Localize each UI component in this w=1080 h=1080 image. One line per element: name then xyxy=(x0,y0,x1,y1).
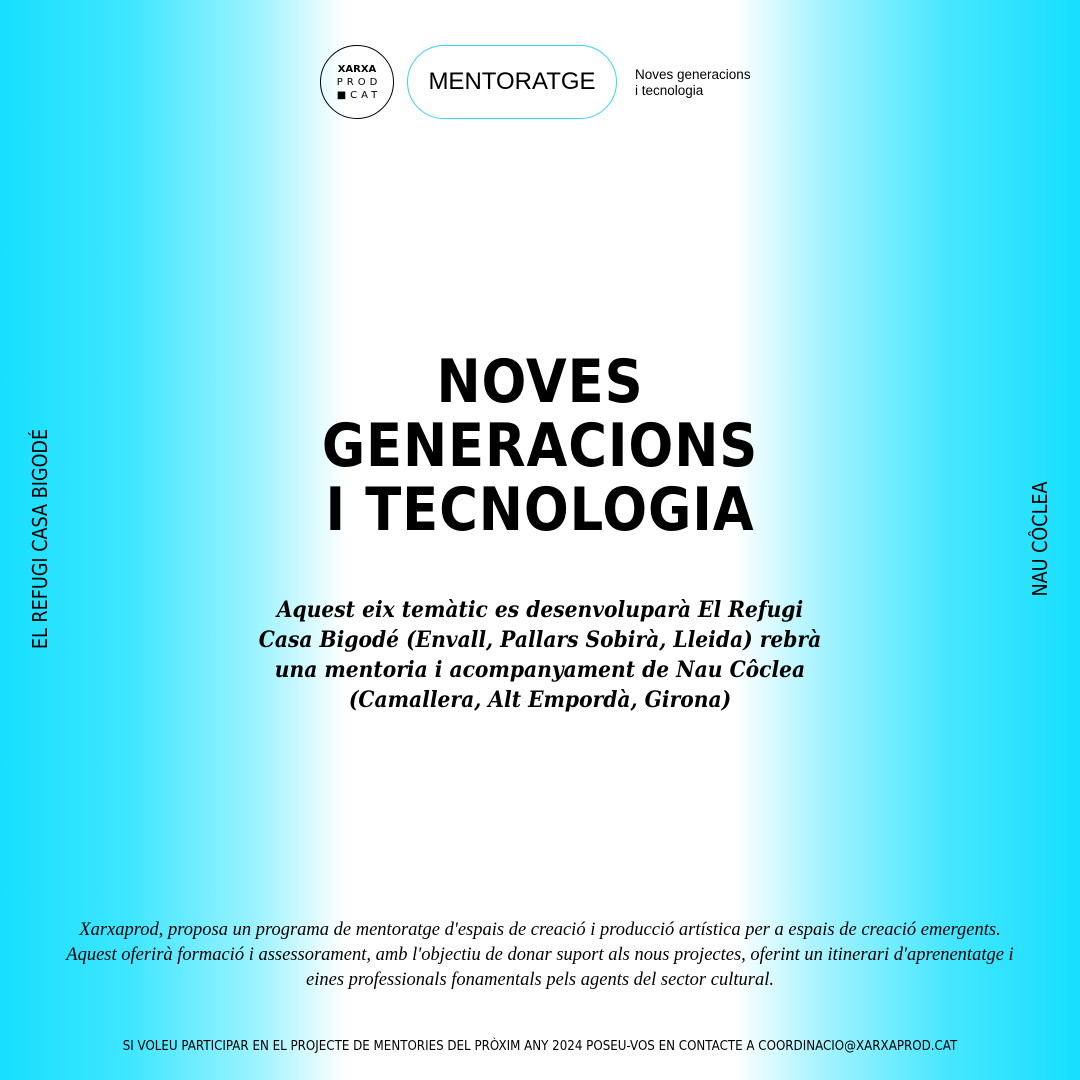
main-title xyxy=(65,347,1015,545)
title-line: NOVES xyxy=(436,347,644,417)
side-label-left: EL REFUGI CASA BIGODÉ xyxy=(28,428,52,650)
mentoratge-badge: MENTORATGE xyxy=(407,45,617,119)
side-label-right: NAU CÔCLEA xyxy=(1028,481,1052,597)
title-line: GENERACIONS xyxy=(321,411,759,481)
header-tagline xyxy=(635,67,751,99)
description-paragraph: Xarxaprod, proposa un programa de mentoratge d'espais de creació i producció artística per a espais de creació emergents. Aquest oferirà formació i assessorament, amb l'objectiu de donar suport als nous projectes, oferint un itinerari d'aprenentatge i eines professionals fonamentals pels agents del sector cultural. xyxy=(66,920,1014,990)
logo-line: PROD xyxy=(336,76,382,88)
title-line: I TECNOLOGIA xyxy=(325,475,755,545)
xarxaprod-logo xyxy=(320,45,394,119)
tagline-line: Noves generacions xyxy=(635,67,751,82)
logo-line: ■CAT xyxy=(336,89,382,101)
logo-line: XARXA xyxy=(337,63,377,75)
contact-footer: SI VOLEU PARTICIPAR EN EL PROJECTE DE MENTORIES DEL PRÒXIM ANY 2024 POSEU-VOS EN CONTACTE A COORDINACIO@XARXAPROD.CAT xyxy=(122,1038,958,1054)
lead-paragraph: Aquest eix temàtic es desenvoluparà El Refugi Casa Bigodé (Envall, Pallars Sobirà, Lleida) rebrà una mentoria i acompanyament de Nau Côclea (Camallera, Alt Empordà, Girona) xyxy=(258,597,822,713)
tagline-line: i tecnologia xyxy=(635,83,704,98)
